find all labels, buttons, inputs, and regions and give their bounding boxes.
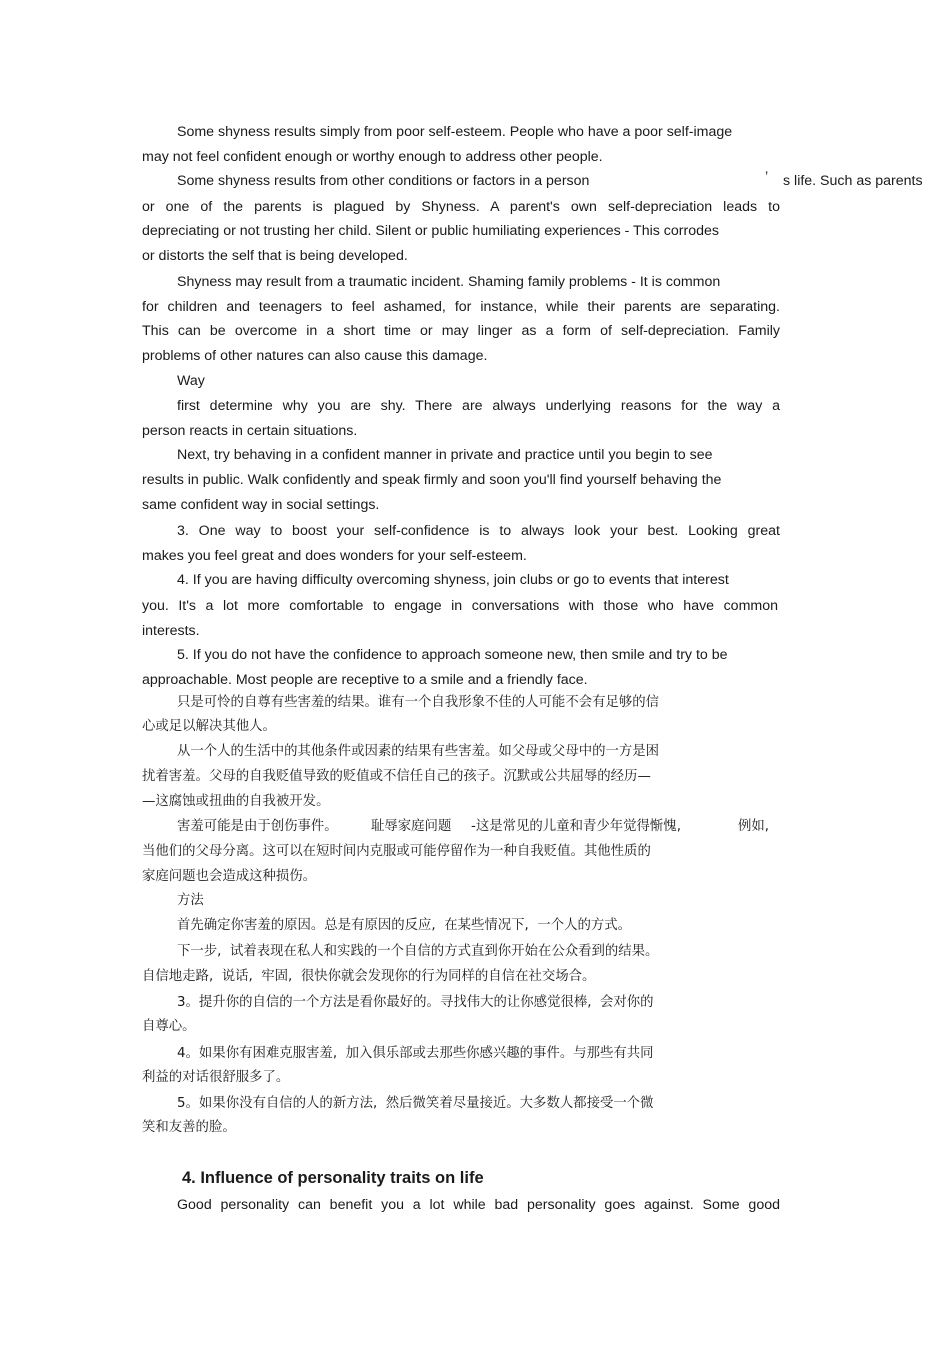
chinese-line: 耻辱家庭问题 (371, 819, 452, 834)
chinese-line: 害羞可能是由于创伤事件。 (177, 819, 338, 834)
text-line: Shyness may result from a traumatic incident. Shaming family problems - It is common (177, 274, 721, 290)
chinese-line: -这是常见的儿童和青少年觉得惭愧, (471, 819, 681, 834)
text-line: This can be overcome in a short time or may linger as a form of self-depreciation. Family (142, 323, 780, 339)
text-line: makes you feel great and does wonders for your self-esteem. (142, 548, 527, 564)
text-line: may not feel confident enough or worthy enough to address other people. (142, 149, 603, 165)
chinese-line: 4。如果你有困难克服害羞, 加入俱乐部或去那些你感兴趣的事件。与那些有共同 (177, 1046, 654, 1061)
chinese-line: 笑和友善的脸。 (142, 1120, 236, 1135)
chinese-line: 从一个人的生活中的其他条件或因素的结果有些害羞。如父母或父母中的一方是困 (177, 744, 660, 759)
chinese-line: 方法 (177, 893, 204, 908)
text-line: Some shyness results simply from poor self-esteem. People who have a poor self-image (177, 124, 733, 140)
text-line: Way (177, 373, 205, 389)
text-line: problems of other natures can also cause this damage. (142, 348, 488, 364)
chinese-line: 心或足以解决其他人。 (142, 719, 276, 734)
chinese-line: 5。如果你没有自信的人的新方法, 然后微笑着尽量接近。大多数人都接受一个微 (177, 1096, 654, 1111)
text-line: same confident way in social settings. (142, 497, 380, 513)
text-line: 5. If you do not have the confidence to approach someone new, then smile and try to be (177, 647, 728, 663)
text-line: person reacts in certain situations. (142, 423, 358, 439)
text-line: results in public. Walk confidently and speak firmly and soon you'll find yourself behaving the (142, 472, 722, 488)
chinese-line: 扰着害羞。父母的自我贬值导致的贬值或不信任自己的孩子。沉默或公共屈辱的经历— (142, 769, 651, 784)
text-line: you. It's a lot more comfortable to engage in conversations with those who have common (142, 598, 778, 614)
text-line: depreciating or not trusting her child. Silent or public humiliating experiences - This corrodes (142, 223, 719, 239)
chinese-line: 自信地走路, 说话, 牢固, 很快你就会发现你的行为同样的自信在社交场合。 (142, 969, 596, 984)
text-line: s life. Such as parents (783, 173, 923, 189)
text-line: first determine why you are shy. There are always underlying reasons for the way a (177, 398, 780, 414)
chinese-line: 3。提升你的自信的一个方法是看你最好的。寻找伟大的让你感觉很棒, 会对你的 (177, 995, 654, 1010)
chinese-line: 例如, (738, 819, 770, 834)
text-line: approachable. Most people are receptive to a smile and a friendly face. (142, 672, 588, 688)
text-line: or one of the parents is plagued by Shyness. A parent's own self-depreciation leads to (142, 199, 780, 215)
chinese-line: 当他们的父母分离。这可以在短时间内克服或可能停留作为一种自我贬值。其他性质的 (142, 844, 651, 859)
section-heading: 4. Influence of personality traits on life (182, 1169, 484, 1187)
chinese-line: 利益的对话很舒服多了。 (142, 1070, 290, 1085)
text-line: or distorts the self that is being developed. (142, 248, 408, 264)
chinese-line: 首先确定你害羞的原因。总是有原因的反应, 在某些情况下, 一个人的方式。 (177, 918, 632, 933)
text-line: interests. (142, 623, 200, 639)
text-line: for children and teenagers to feel ashamed, for instance, while their parents are separating. (142, 299, 780, 315)
chinese-line: 只是可怜的自尊有些害羞的结果。谁有一个自我形象不佳的人可能不会有足够的信 (177, 695, 660, 710)
text-line: 4. If you are having difficulty overcoming shyness, join clubs or go to events that interest (177, 572, 729, 588)
chinese-line: 家庭问题也会造成这种损伤。 (142, 869, 317, 884)
chinese-line: —这腐蚀或扭曲的自我被开发。 (142, 794, 330, 809)
text-line: ’ (765, 169, 769, 185)
text-line: Next, try behaving in a confident manner in private and practice until you begin to see (177, 447, 713, 463)
chinese-line: 自尊心。 (142, 1019, 196, 1034)
text-line: 3. One way to boost your self-confidence is to always look your best. Looking great (177, 523, 780, 539)
text-line: Some shyness results from other conditions or factors in a person (177, 173, 590, 189)
text-line: Good personality can benefit you a lot while bad personality goes against. Some good (177, 1197, 780, 1213)
chinese-line: 下一步, 试着表现在私人和实践的一个自信的方式直到你开始在公众看到的结果。 (177, 944, 659, 959)
